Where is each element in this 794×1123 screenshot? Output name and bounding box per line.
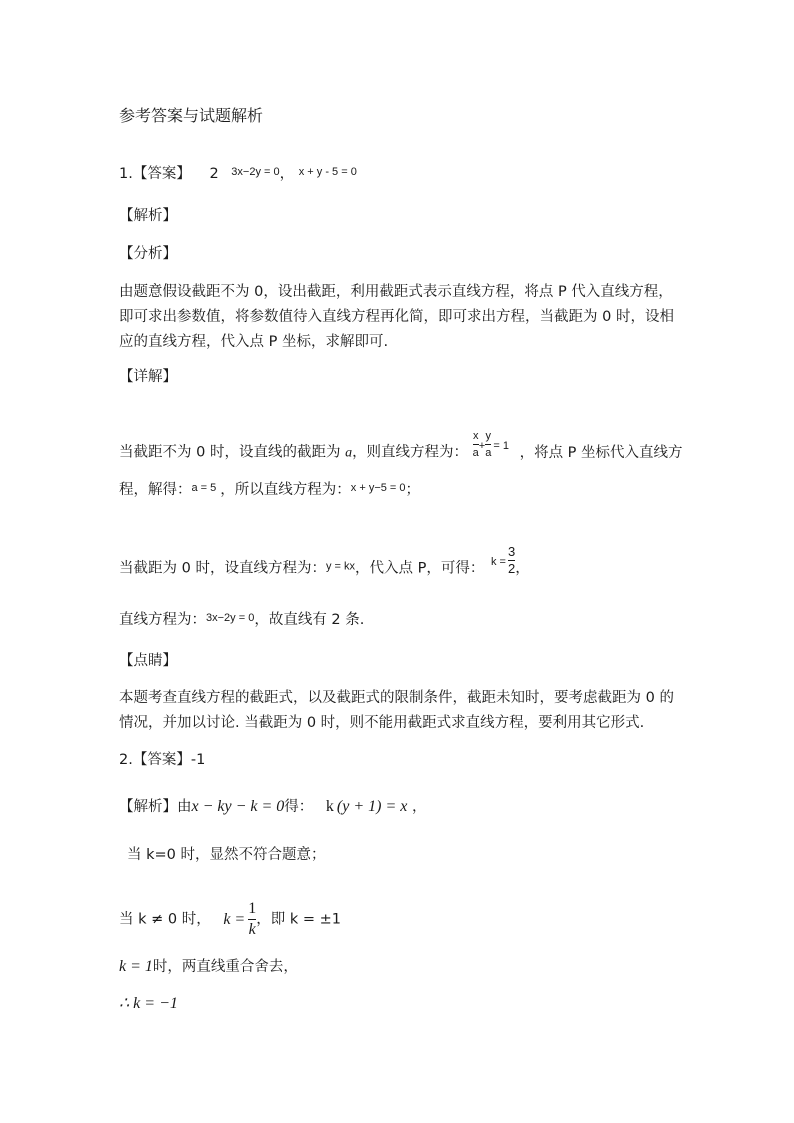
page-title: 参考答案与试题解析 [119,106,264,125]
d3-text-end: ， [515,560,530,577]
q2-l4-k: k = 1 [119,958,153,975]
q1-dianjing-heading: 【点睛】 [119,653,177,669]
q2-line4 [119,957,298,977]
d2-a-equals-5: a = 5 [191,482,217,494]
q2-jx-end: ， [411,799,427,815]
q1-detail-line4 [119,608,364,630]
d4-text-pre: 直线方程为： [119,612,206,628]
q1-dianjing-line2: 情况，并加以讨论. 当截距为 0 时，则不能用截距式求直线方程，要利用其它形式. [119,715,645,731]
d1-text-post: ，将点 P 坐标代入直线方 [519,444,683,461]
q1-answer-sep: ， [279,166,295,182]
d1-plus: + [478,439,486,452]
q1-answer-eq1: 3x−2y = 0 [231,166,280,178]
q2-answer-line: 2.【答案】-1 [119,752,206,768]
q2-jx-eq: x − ky − k = 0 [191,798,285,815]
d4-text-post: ，故直线有 2 条. [254,612,365,628]
d3-frac-3-2: $\frac{3}{2}$ [507,544,516,576]
q2-l3-pre: 当 k ≠ 0 时， [119,911,211,928]
d1-eq-one: = 1 [493,439,509,452]
q1-fenxi-line2: 即可求出参数值，将参数值待入直线方程再化简，即可求出方程，当截距为 0 时，设相 [119,309,674,325]
q2-l3-frac: $\frac{1}{k}$ [248,900,257,938]
q2-jx-label: 【解析】由 [119,799,192,815]
d4-line-eq: 3x−2y = 0 [206,612,255,624]
q1-fenxi-line3: 应的直线方程，代入点 P 坐标，求解即可. [119,334,389,350]
q1-xiangjie-heading: 【详解】 [119,369,177,385]
q2-jx-paren: (y + 1) = x [336,798,408,815]
d1-var-a: a [345,445,353,461]
d1-frac-y-a: $\frac{y}{a}$ [485,430,492,459]
q2-line5: ∴ k = −1 [119,995,178,1012]
d1-text-mid: ，则直线方程为： [352,444,469,461]
q1-detail-line2 [119,478,420,500]
d3-y-kx: y = kx [325,560,355,573]
d2-text-end: ； [405,482,421,498]
q2-l4-text: 时，两直线重合舍去， [152,959,298,975]
d1-text-pre: 当截距不为 0 时，设直线的截距为 [119,444,346,461]
q1-answer-label: 1.【答案】 [119,166,191,182]
d2-text-pre: 程，解得： [119,482,192,498]
q2-line3 [119,900,341,939]
q1-dianjing-line1: 本题考查直线方程的截距式，以及截距式的限制条件，截距未知时，要考虑截距为 0 的 [119,690,674,706]
q2-l3-mid: ，即 k = ±1 [256,911,341,928]
q2-l3-k: k = [223,910,246,928]
q1-jiexi-heading: 【解析】 [119,208,177,224]
q1-answer-line [119,162,357,184]
d1-frac-x-a: $\frac{x}{a}$ [472,430,479,459]
q2-jx-de: 得： [284,799,314,815]
d2-line-eq: x + y−5 = 0 [350,482,406,494]
q2-line2: 当 k=0 时，显然不符合题意； [127,847,326,863]
q2-jiexi-line [119,797,426,817]
d2-text-mid: ，所以直线方程为： [220,482,351,498]
q1-answer-num: 2 [209,166,219,182]
q1-fenxi-line1: 由题意假设截距不为 0，设出截距，利用截距式表示直线方程，将点 P 代入直线方程， [119,284,673,300]
q1-fenxi-heading: 【分析】 [119,246,177,262]
q1-answer-eq2: x + y - 5 = 0 [298,166,357,178]
q1-detail-line1 [119,430,683,468]
d3-text-mid: ，代入点 P，可得： [355,560,485,577]
d3-text-pre: 当截距为 0 时，设直线方程为： [119,560,326,577]
q1-detail-line3 [119,544,530,584]
d3-k-equals: k = [490,555,506,568]
q2-jx-k: k [325,798,334,815]
